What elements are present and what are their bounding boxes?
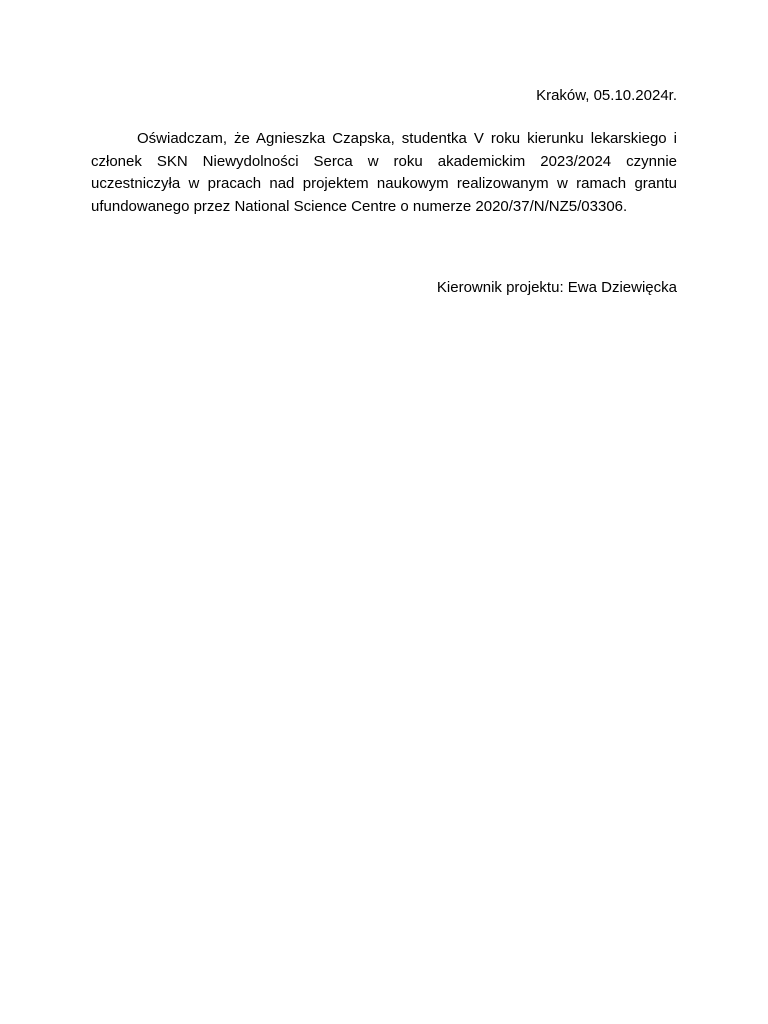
statement-paragraph: Oświadczam, że Agnieszka Czapska, studentka V roku kierunku lekarskiego i członek SKN Niewydolności Serca w roku akademickim 2023/2024 czynnie uczestniczyła w pracach nad projektem naukowym realizowanym w ramach grantu ufundowanego przez National Science Centre o numerze 2020/37/N/NZ5/03306. — [91, 130, 677, 215]
project-leader-signature: Kierownik projektu: Ewa Dziewięcka — [436, 279, 677, 296]
place-and-date: Kraków, 05.10.2024r. — [536, 87, 677, 104]
